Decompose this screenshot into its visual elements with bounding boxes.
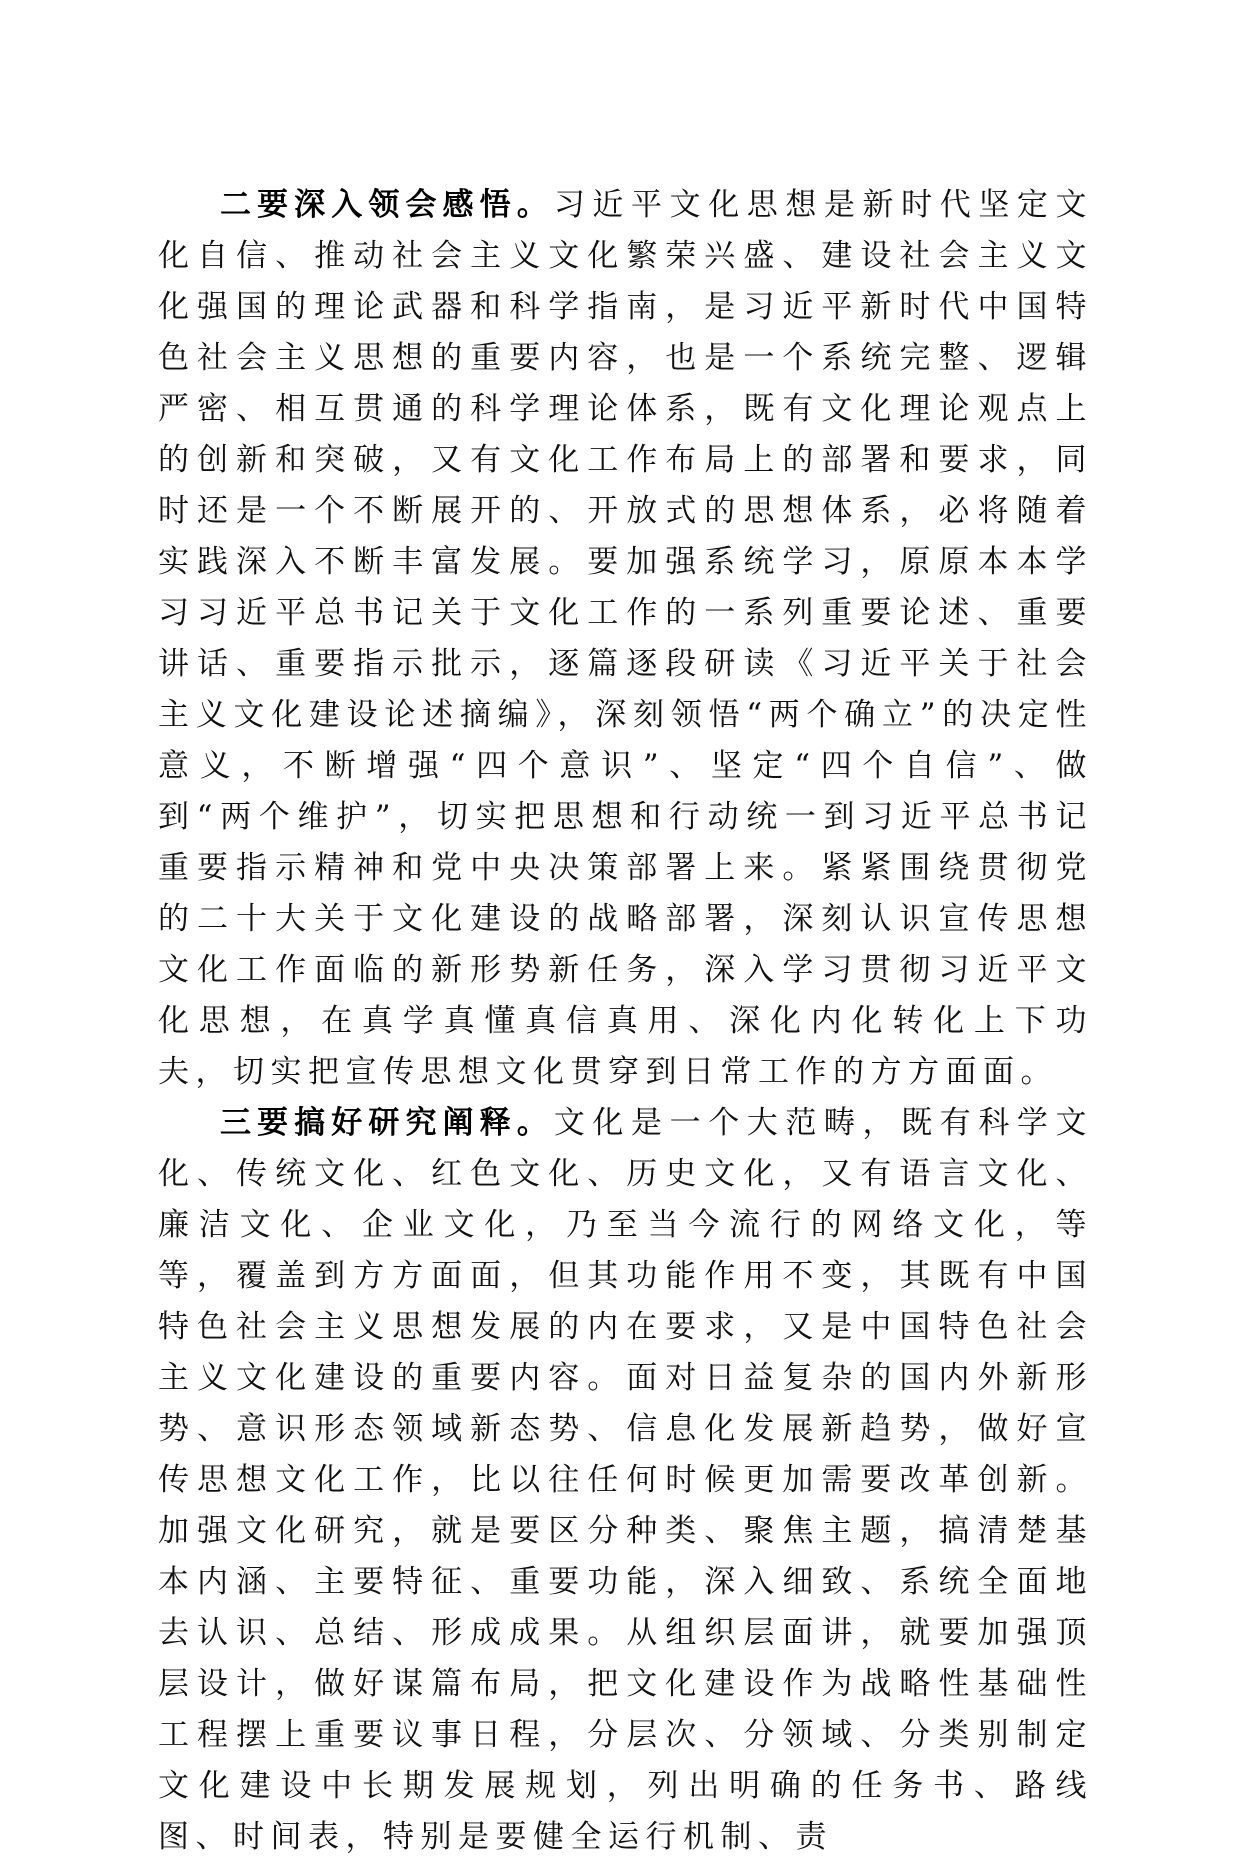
paragraph-text: 文化是一个大范畴，既有科学文化、传统文化、红色文化、历史文化，又有语言文化、廉洁文化、企业文化，乃至当今流行的网络文化，等等，覆盖到方方面面，但其功能作用不变，其既有中国特色社会主义思想发展的内在要求，又是中国特色社会主义文化建设的重要内容。面对日益复杂的国内外新形势、意识形态领域新态势、信息化发展新趋势，做好宣传思想文化工作，比以往任何时候更加需要改革创新。加强文化研究，就是要区分种类、聚焦主题，搞清楚基本内涵、主要特征、重要功能，深入细致、系统全面地去认识、总结、形成成果。从组织层面讲，就要加强顶层设计，做好谋篇布局，把文化建设作为战略性基础性工程摆上重要议事日程，分层次、分领域、分类别制定文化建设中长期发展规划，列出明确的任务书、路线图、时间表，特别是要健全运行机制、责 [158, 1105, 1094, 1855]
paragraph-text: 习近平文化思想是新时代坚定文化自信、推动社会主义文化繁荣兴盛、建设社会主义文化强国的理论武器和科学指南，是习近平新时代中国特色社会主义思想的重要内容，也是一个系统完整、逻辑严密、相互贯通的科学理论体系，既有文化理论观点上的创新和突破，又有文化工作布局上的部署和要求，同时还是一个不断展开的、开放式的思想体系，必将随着实践深入不断丰富发展。要加强系统学习，原原本本学习习近平总书记关于文化工作的一系列重要论述、重要讲话、重要指示批示，逐篇逐段研读《习近平关于社会主义文化建设论述摘编》，深刻领悟“两个确立”的决定性意义，不断增强“四个意识”、坚定“四个自信”、做到“两个维护”，切实把思想和行动统一到习近平总书记重要指示精神和党中央决策部署上来。紧紧围绕贯彻党的二十大关于文化建设的战略部署，深刻认识宣传思想文化工作面临的新形势新任务，深入学习贯彻习近平文化思想，在真学真懂真信真用、深化内化转化上下功夫，切实把宣传思想文化贯穿到日常工作的方方面面。 [158, 187, 1094, 1090]
paragraph-lead-heading: 二要深入领会感悟。 [220, 187, 554, 223]
paragraph-research-interpretation [158, 1098, 1093, 1863]
paragraph-deep-understanding [158, 180, 1093, 1098]
paragraph-lead-heading: 三要搞好研究阐释。 [220, 1105, 554, 1141]
document-body [158, 180, 1093, 1863]
